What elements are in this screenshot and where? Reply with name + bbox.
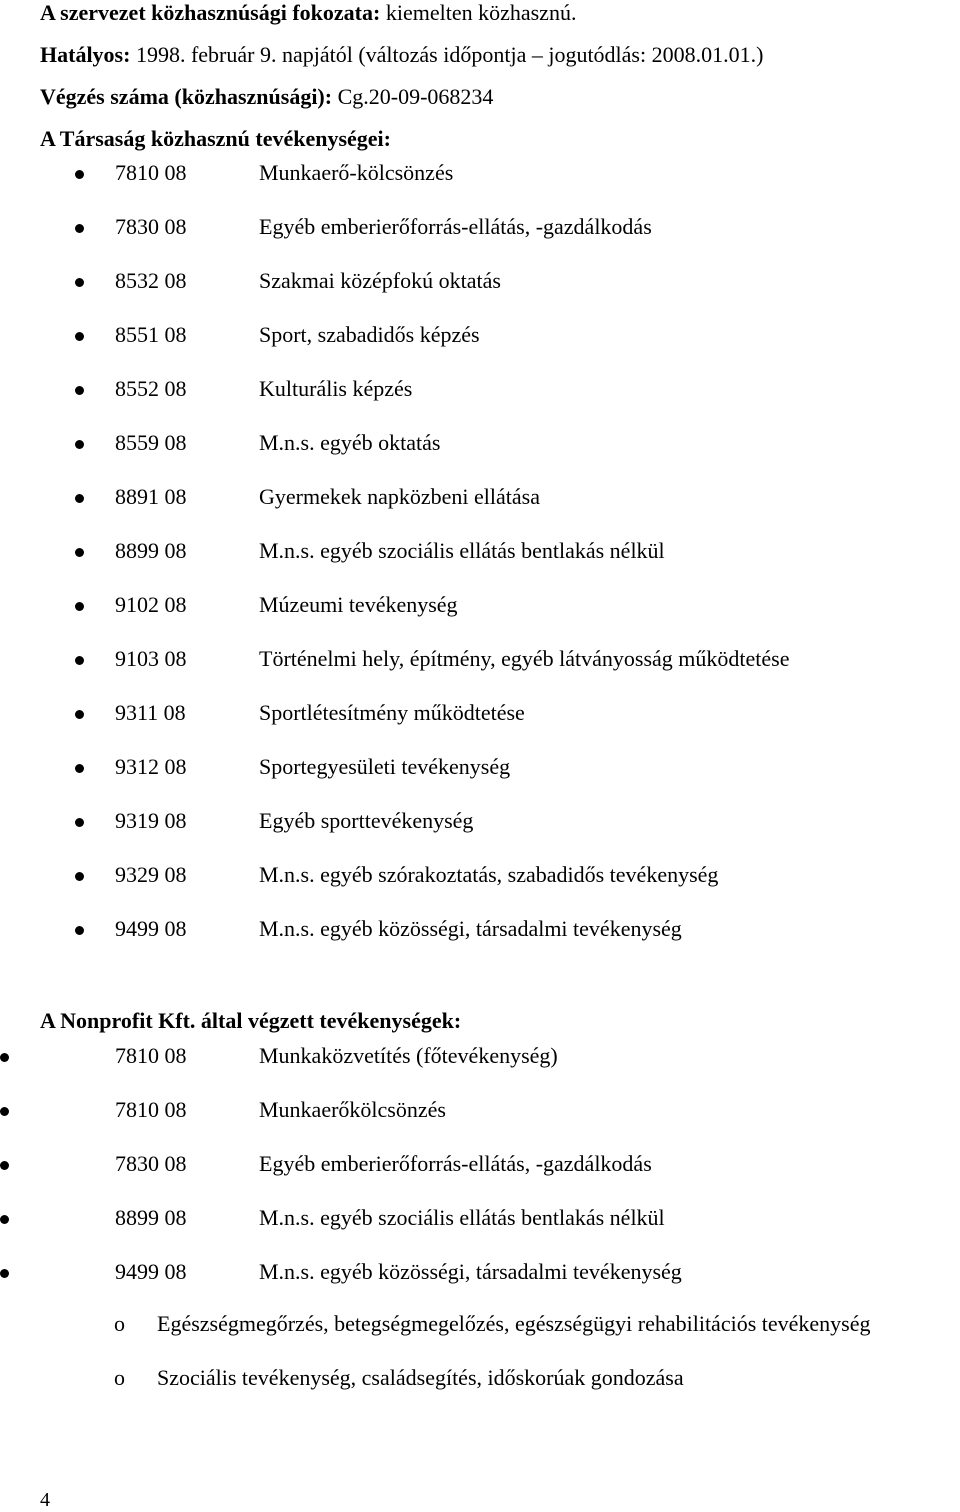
bullet-icon: [75, 386, 84, 395]
bullet-icon: [75, 440, 84, 449]
activity-code: 9102 08: [115, 592, 187, 617]
fokozat-label: A szervezet közhasznúsági fokozata:: [40, 0, 381, 25]
activity-code: 8551 08: [115, 322, 187, 347]
activity-code: 8891 08: [115, 484, 187, 509]
activity-description: M.n.s. egyéb szórakoztatás, szabadidős tevékenység: [259, 862, 719, 887]
list-item: [0, 916, 960, 946]
activity-description: Sport, szabadidős képzés: [259, 322, 480, 347]
bullet-icon: [75, 764, 84, 773]
bullet-icon: [75, 278, 84, 287]
activity-description: Sportlétesítmény működtetése: [259, 700, 525, 725]
list-item: [0, 1151, 960, 1181]
activity-code: 7830 08: [115, 1151, 187, 1176]
bullet-icon: [75, 602, 84, 611]
activity-code: 9103 08: [115, 646, 187, 671]
circle-bullet-icon: o: [114, 1311, 125, 1336]
bullet-icon: [75, 926, 84, 935]
sub-item-text: Egészségmegőrzés, betegségmegelőzés, egészségügyi rehabilitációs tevékenység: [157, 1311, 871, 1336]
sub-list-item: [0, 1311, 960, 1341]
bullet-icon: [75, 332, 84, 341]
activity-code: 8532 08: [115, 268, 187, 293]
vegzes-line: [40, 84, 493, 110]
list-item: [0, 538, 960, 568]
kozhasznu-heading: [40, 126, 391, 152]
activity-description: M.n.s. egyéb szociális ellátás bentlakás nélkül: [259, 1205, 665, 1230]
activity-code: 8899 08: [115, 1205, 187, 1230]
list-item: [0, 484, 960, 514]
bullet-icon: [75, 818, 84, 827]
bullet-icon: [75, 224, 84, 233]
list-item: [0, 268, 960, 298]
fokozat-line: [40, 0, 576, 26]
bullet-icon: [75, 872, 84, 881]
activity-description: Kulturális képzés: [259, 376, 413, 401]
activity-description: Múzeumi tevékenység: [259, 592, 458, 617]
nonprofit-heading: [40, 1008, 461, 1034]
fokozat-value: kiemelten közhasznú.: [380, 0, 577, 25]
list-item: [0, 214, 960, 244]
list-item: [0, 646, 960, 676]
hatalyos-label: Hatályos:: [40, 42, 131, 67]
activity-description: Történelmi hely, építmény, egyéb látványosság működtetése: [259, 646, 790, 671]
activity-code: 7810 08: [115, 160, 187, 185]
activity-code: 8552 08: [115, 376, 187, 401]
list-item: [0, 1205, 960, 1235]
vegzes-label: Végzés száma (közhasznúsági):: [40, 84, 333, 109]
hatalyos-line: [40, 42, 763, 68]
bullet-icon: [0, 1053, 9, 1062]
activity-description: M.n.s. egyéb oktatás: [259, 430, 441, 455]
bullet-icon: [0, 1161, 9, 1170]
activity-code: 9319 08: [115, 808, 187, 833]
bullet-icon: [75, 656, 84, 665]
activity-code: 9329 08: [115, 862, 187, 887]
activity-code: 7830 08: [115, 214, 187, 239]
activity-description: Munkaközvetítés (főtevékenység): [259, 1043, 558, 1068]
activity-code: 9499 08: [115, 916, 187, 941]
activity-code: 7810 08: [115, 1043, 187, 1068]
list-item: [0, 808, 960, 838]
list-item: [0, 430, 960, 460]
sub-list-item: [0, 1365, 960, 1395]
activity-code: 7810 08: [115, 1097, 187, 1122]
activity-description: M.n.s. egyéb szociális ellátás bentlakás nélkül: [259, 538, 665, 563]
list-item: [0, 700, 960, 730]
kozhasznu-title: A Társaság közhasznú tevékenységei:: [40, 126, 391, 151]
list-item: [0, 160, 960, 190]
activity-description: Gyermekek napközbeni ellátása: [259, 484, 540, 509]
hatalyos-value: 1998. február 9. napjától (változás időpontja – jogutódlás: 2008.01.01.): [130, 42, 764, 67]
bullet-icon: [75, 548, 84, 557]
list-item: [0, 754, 960, 784]
activity-code: 9499 08: [115, 1259, 187, 1284]
list-item: [0, 1097, 960, 1127]
nonprofit-title: A Nonprofit Kft. által végzett tevékenységek:: [40, 1008, 462, 1033]
bullet-icon: [0, 1215, 9, 1224]
activity-description: Egyéb emberierőforrás-ellátás, -gazdálkodás: [259, 1151, 652, 1176]
list-item: [0, 376, 960, 406]
activity-description: Munkaerőkölcsönzés: [259, 1097, 446, 1122]
bullet-icon: [0, 1107, 9, 1116]
bullet-icon: [0, 1269, 9, 1278]
activity-code: 8559 08: [115, 430, 187, 455]
activity-description: Munkaerő-kölcsönzés: [259, 160, 454, 185]
activity-description: M.n.s. egyéb közösségi, társadalmi tevékenység: [259, 1259, 682, 1284]
list-item: [0, 862, 960, 892]
activity-description: Egyéb emberierőforrás-ellátás, -gazdálkodás: [259, 214, 652, 239]
list-item: [0, 1259, 960, 1289]
activity-description: Sportegyesületi tevékenység: [259, 754, 511, 779]
list-item: [0, 322, 960, 352]
circle-bullet-icon: o: [114, 1365, 125, 1390]
bullet-icon: [75, 494, 84, 503]
list-item: [0, 592, 960, 622]
bullet-icon: [75, 170, 84, 179]
vegzes-value: Cg.20-09-068234: [332, 84, 494, 109]
activity-description: Egyéb sporttevékenység: [259, 808, 474, 833]
page-number: 4: [40, 1489, 50, 1511]
sub-item-text: Szociális tevékenység, családsegítés, időskorúak gondozása: [157, 1365, 684, 1390]
list-item: [0, 1043, 960, 1073]
activity-code: 8899 08: [115, 538, 187, 563]
activity-description: M.n.s. egyéb közösségi, társadalmi tevékenység: [259, 916, 682, 941]
activity-description: Szakmai középfokú oktatás: [259, 268, 501, 293]
activity-code: 9312 08: [115, 754, 187, 779]
activity-code: 9311 08: [115, 700, 186, 725]
bullet-icon: [75, 710, 84, 719]
